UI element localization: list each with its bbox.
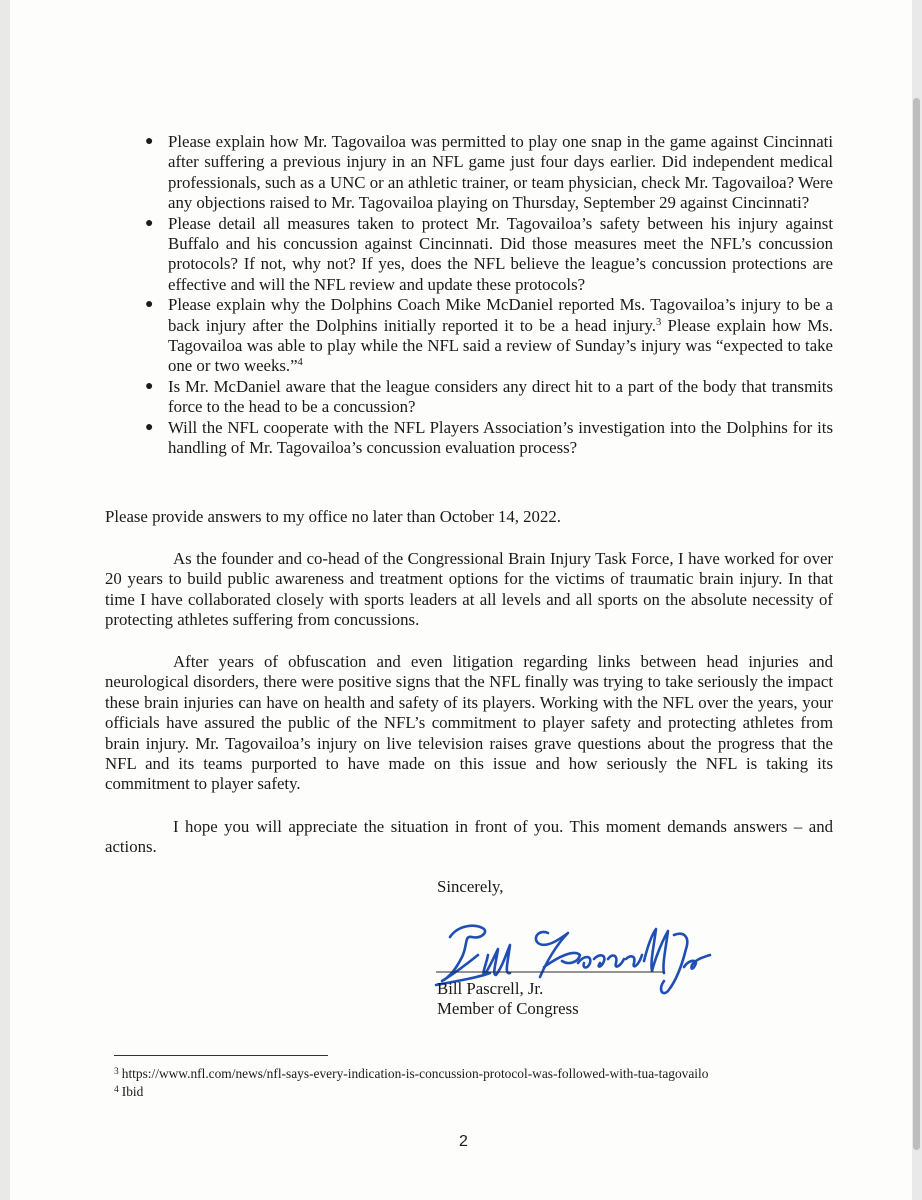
footnote-ref: 3 bbox=[656, 316, 662, 328]
footnote-text: https://www.nfl.com/news/nfl-says-every-indication-is-concussion-protocol-was-followed-with-tua-tagovailo bbox=[121, 1066, 709, 1081]
bullet-icon: ● bbox=[145, 419, 154, 435]
deadline-paragraph: Please provide answers to my office no later than October 14, 2022. bbox=[105, 507, 561, 526]
question-text: Will the NFL cooperate with the NFL Players Association’s investigation into the Dolphins for its handling of Mr. Tagovailoa’s concussion evaluation process? bbox=[168, 417, 833, 458]
question-text: Is Mr. McDaniel aware that the league considers any direct hit to a part of the body that transmits force to the head to be a concussion? bbox=[168, 376, 833, 417]
signer-name: Bill Pascrell, Jr. bbox=[437, 979, 544, 998]
bullet-icon: ● bbox=[145, 378, 154, 394]
closing-paragraph: I hope you will appreciate the situation in front of you. This moment demands answers – and actions. bbox=[105, 817, 833, 857]
progress-paragraph: After years of obfuscation and even litigation regarding links between head injuries and neurological disorders, there were positive signs that the NFL finally was trying to take seriously the impact these brain injuries can have on health and safety of its players. Working with the NFL over the years, your officials have assured the public of the NFL’s commitment to player safety and protecting athletes from brain injury. Mr. Tagovailoa’s injury on live television raises grave questions about the progress that the NFL and its teams purported to have made on this issue and how seriously the NFL is taking its commitment to player safety. bbox=[105, 652, 833, 794]
footnote-ref: 4 bbox=[297, 357, 303, 369]
footnote-4 bbox=[114, 1082, 814, 1100]
footnote-3 bbox=[114, 1064, 814, 1082]
signer-title: Member of Congress bbox=[437, 999, 579, 1018]
list-item bbox=[135, 214, 833, 296]
question-list bbox=[135, 132, 833, 459]
list-item bbox=[135, 132, 833, 214]
footnote-number: 4 bbox=[114, 1085, 119, 1095]
bullet-icon: ● bbox=[145, 215, 154, 231]
footnotes bbox=[114, 1064, 814, 1100]
page-number: 2 bbox=[459, 1133, 468, 1150]
closing-salutation: Sincerely, bbox=[437, 877, 504, 896]
scrollbar[interactable] bbox=[913, 98, 920, 1150]
footnote-divider bbox=[114, 1055, 328, 1056]
bullet-icon: ● bbox=[145, 297, 154, 313]
list-item bbox=[135, 295, 833, 377]
footnote-text: Ibid bbox=[121, 1084, 144, 1099]
question-text: Please explain how Ms. Tagovailoa was able to play while the NFL said a review of Sunday’s injury was “expected to take one or two weeks.” bbox=[168, 315, 833, 376]
bullet-icon: ● bbox=[145, 134, 154, 149]
question-text: Please explain why the Dolphins Coach Mike McDaniel reported Ms. Tagovailoa’s injury to be a back injury after the Dolphins initially reported it to be a head injury. bbox=[168, 295, 833, 335]
question-text: Please explain how Mr. Tagovailoa was permitted to play one snap in the game against Cincinnati after suffering a previous injury in an NFL game just four days earlier. Did independent medical professionals, such as a UNC or an athletic trainer, or team physician, check Mr. Tagovailoa? Were any objections raised to Mr. Tagovailoa playing on Thursday, September 29 against Cincinnati? bbox=[168, 132, 833, 213]
list-item bbox=[135, 377, 833, 418]
list-item bbox=[135, 418, 833, 459]
letter-page bbox=[10, 0, 912, 1200]
footnote-number: 3 bbox=[114, 1067, 119, 1077]
question-text: Please detail all measures taken to protect Mr. Tagovailoa’s safety between his injury against Buffalo and his concussion against Cincinnati. Did those measures meet the NFL’s concussion protocols? If not, why not? If yes, does the NFL believe the league’s concussion protections are effective and will the NFL review and update these protocols? bbox=[168, 213, 833, 294]
founder-paragraph: As the founder and co-head of the Congressional Brain Injury Task Force, I have worked for over 20 years to build public awareness and treatment options for the victims of traumatic brain injury. In that time I have collaborated closely with sports leaders at all levels and all sports on the absolute necessity of protecting athletes suffering from concussions. bbox=[105, 549, 833, 630]
